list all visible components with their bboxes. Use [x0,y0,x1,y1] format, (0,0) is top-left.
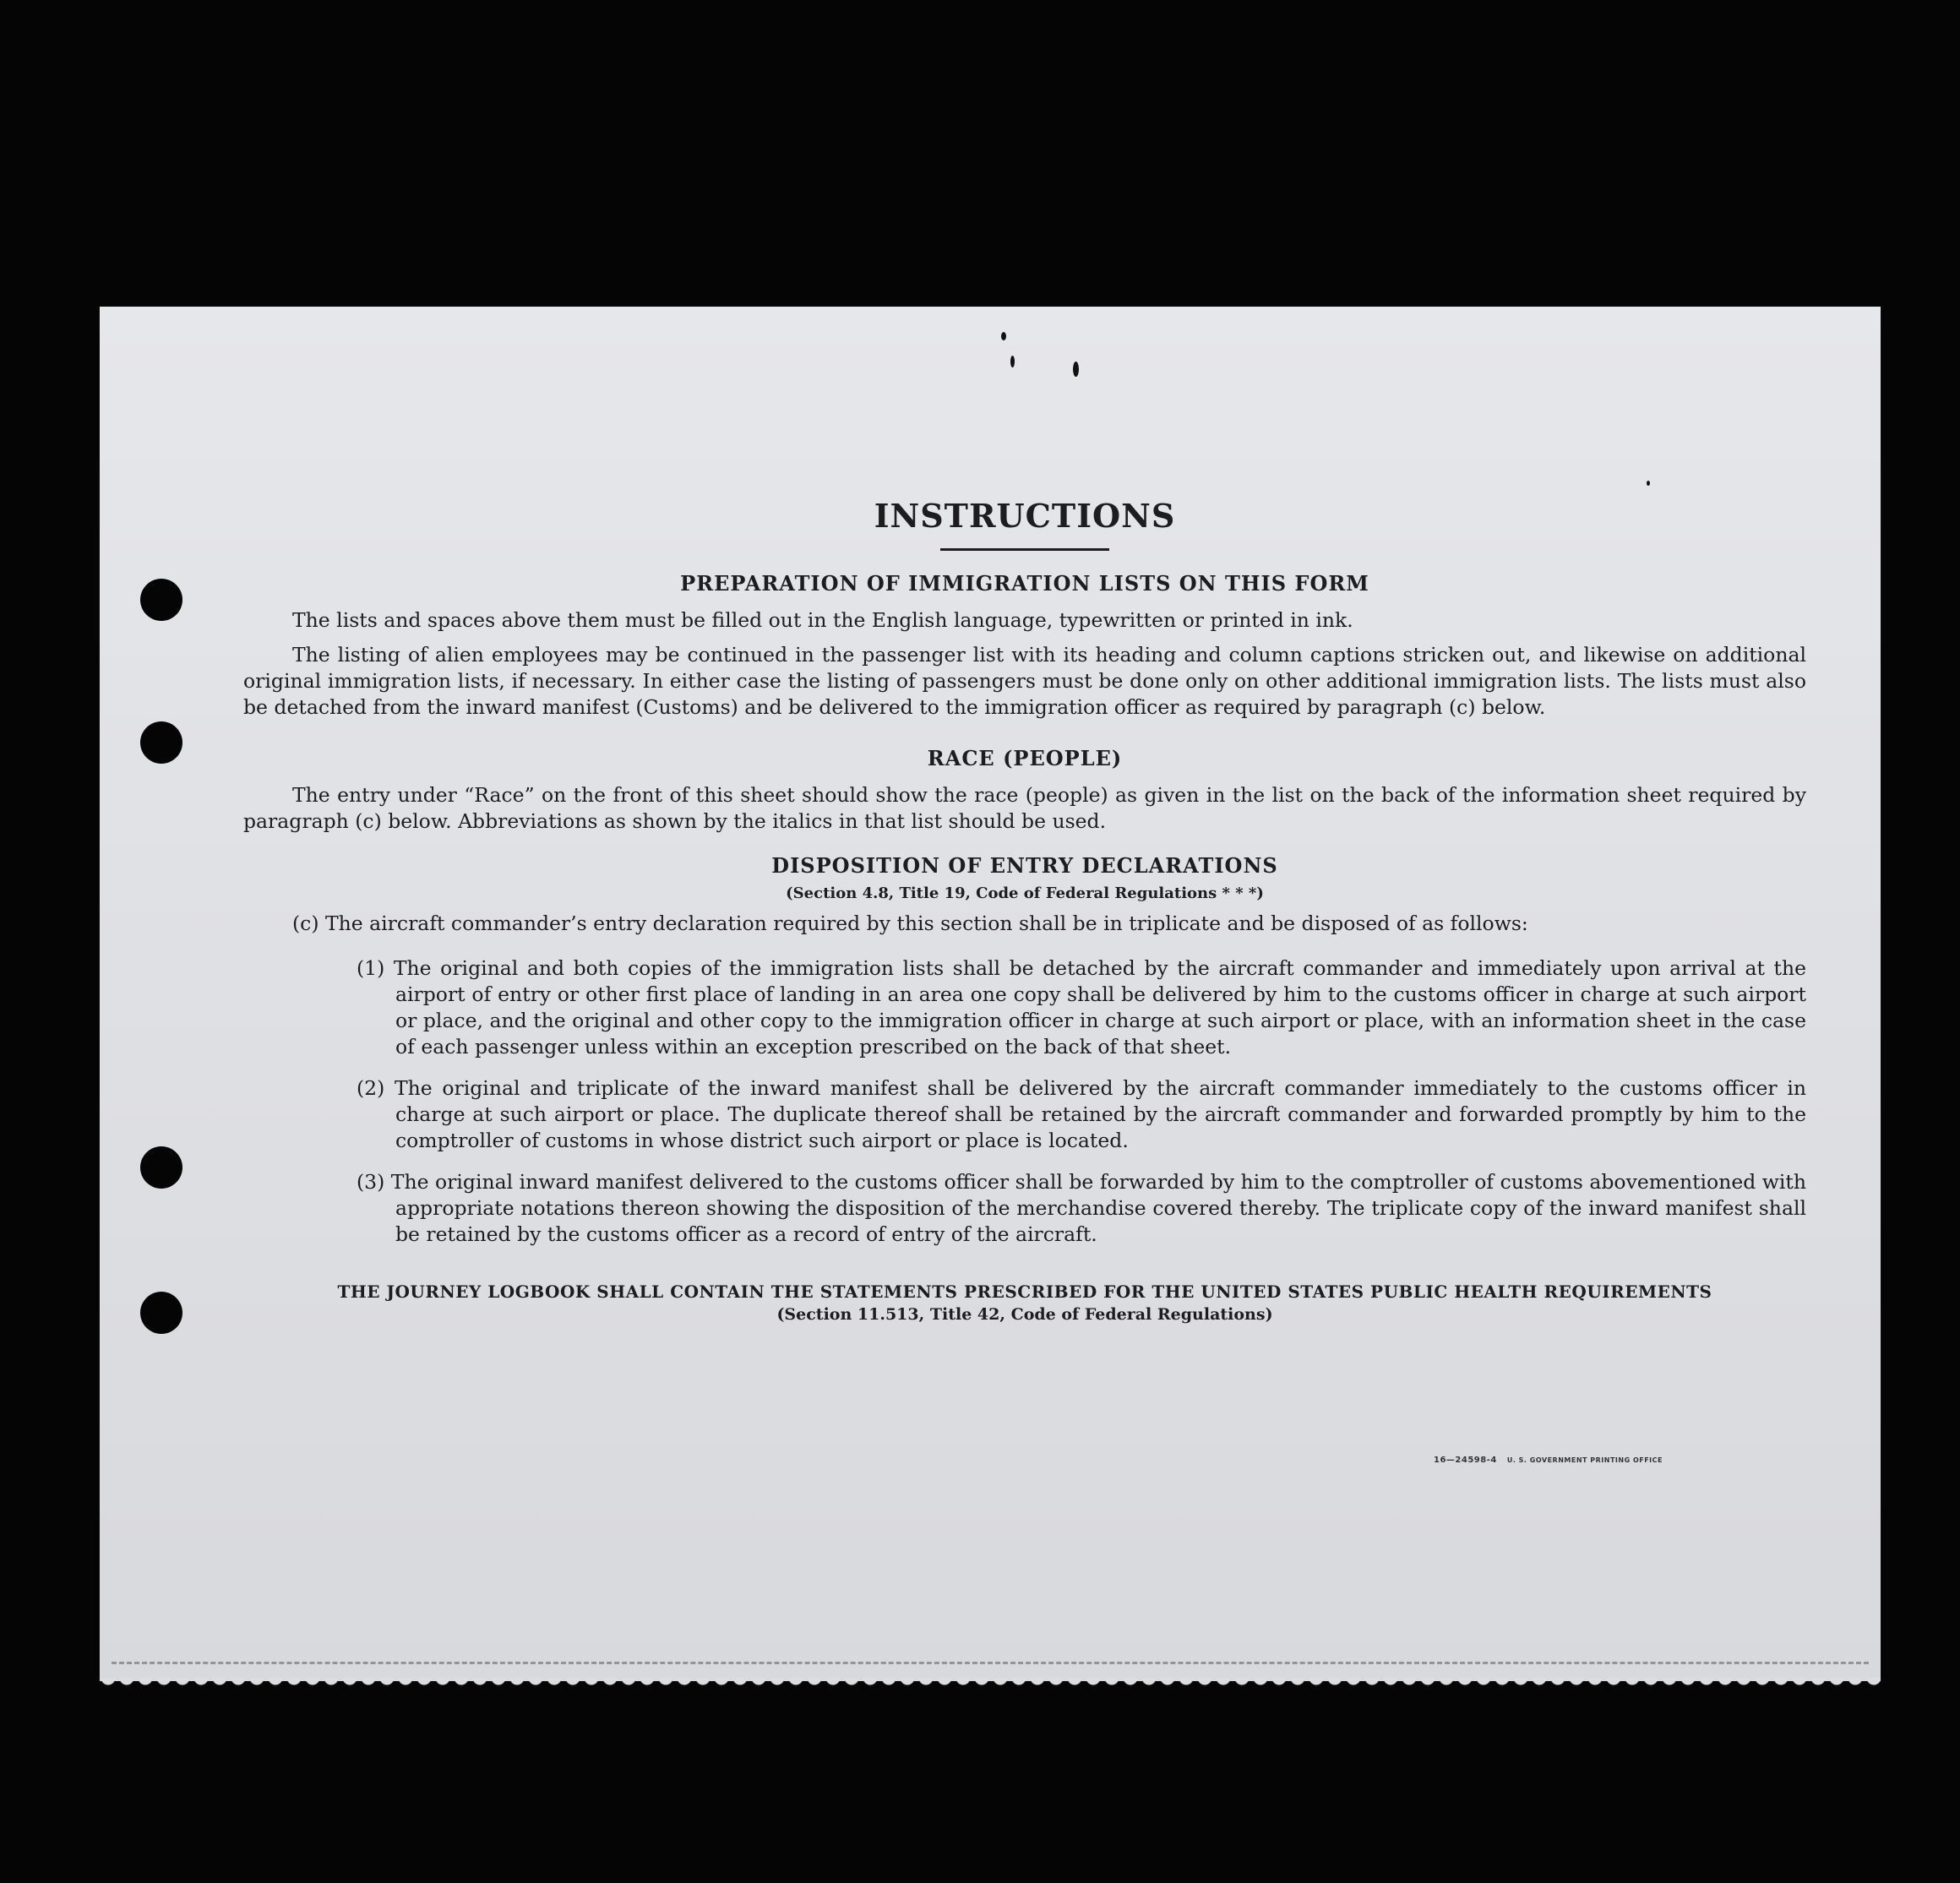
list-item: (1) The original and both copies of the immigration lists shall be detached by the aircraft commander and immediately upon arrival at the airport of entry or other first place of landing in an area one copy shall be delivered by him to the customs officer in charge at such airport or place, and the original and other copy to the immigration officer in charge at such airport or place, with an information sheet in the case of each passenger unless within an exception prescribed on the back of that sheet. [357,956,1806,1059]
punch-hole [140,1146,182,1189]
paragraph: The lists and spaces above them must be filled out in the English language, typewritten or printed in ink. [292,608,1353,632]
ink-speck [1010,356,1015,367]
torn-edge [100,1678,1881,1693]
footer-heading: THE JOURNEY LOGBOOK SHALL CONTAIN THE STATEMENTS PRESCRIBED FOR THE UNITED STATES PUBLIC HEALTH REQUIREMENTS [337,1282,1712,1302]
title-underline [940,548,1109,551]
bleed-through-text [826,362,835,385]
printer-imprint [1434,1456,1663,1465]
ink-speck [1647,481,1650,486]
page-title: INSTRUCTIONS [874,497,1176,535]
ink-speck [1073,362,1079,377]
punch-hole [140,721,182,764]
document-page [100,307,1881,1681]
instructions-body [243,497,1806,1324]
punch-hole [140,1292,182,1334]
perforation-line [112,1662,1869,1664]
ink-speck [1001,332,1006,340]
regulation-citation: (Section 4.8, Title 19, Code of Federal Regulations * * *) [786,884,1264,902]
footer-citation: (Section 11.513, Title 42, Code of Federal Regulations) [776,1305,1273,1324]
paragraph: The entry under “Race” on the front of this sheet should show the race (people) as given in the list on the back of the information sheet required by paragraph (c) below. Abbreviations as shown by the italics in that list should be used. [243,783,1806,833]
punch-hole [140,579,182,621]
paragraph: The listing of alien employees may be continued in the passenger list with its heading and column captions stricken out, and likewise on additional original immigration lists, if necessary. In either case the listing of passengers must be done only on other additional immigration lists. The lists must also be detached from the inward manifest (Customs) and be delivered to the immigration officer as required by paragraph (c) below. [243,643,1806,719]
list-item: (3) The original inward manifest delivered to the customs officer shall be forwarded by him to the comptroller of customs abovementioned with appropriate notations thereon showing the disposition of the merchandise covered thereby. The triplicate copy of the inward manifest shall be retained by the customs officer as a record of entry of the aircraft. [357,1170,1806,1246]
section-heading-preparation: PREPARATION OF IMMIGRATION LISTS ON THIS FORM [680,571,1369,596]
clause-c: (c) The aircraft commander’s entry declaration required by this section shall be in triplicate and be disposed of as follows: [292,912,1528,935]
printing-office: U. S. GOVERNMENT PRINTING OFFICE [1506,1456,1663,1464]
section-heading-disposition: DISPOSITION OF ENTRY DECLARATIONS [771,853,1278,878]
section-heading-race: RACE (PEOPLE) [927,746,1123,770]
list-item: (2) The original and triplicate of the inward manifest shall be delivered by the aircraft commander immediately to the customs officer in charge at such airport or place. The duplicate thereof shall be retained by the aircraft commander and forwarded promptly by him to the comptroller of customs in whose district such airport or place is located. [357,1076,1806,1152]
form-number: 16—24598-4 [1434,1456,1497,1465]
